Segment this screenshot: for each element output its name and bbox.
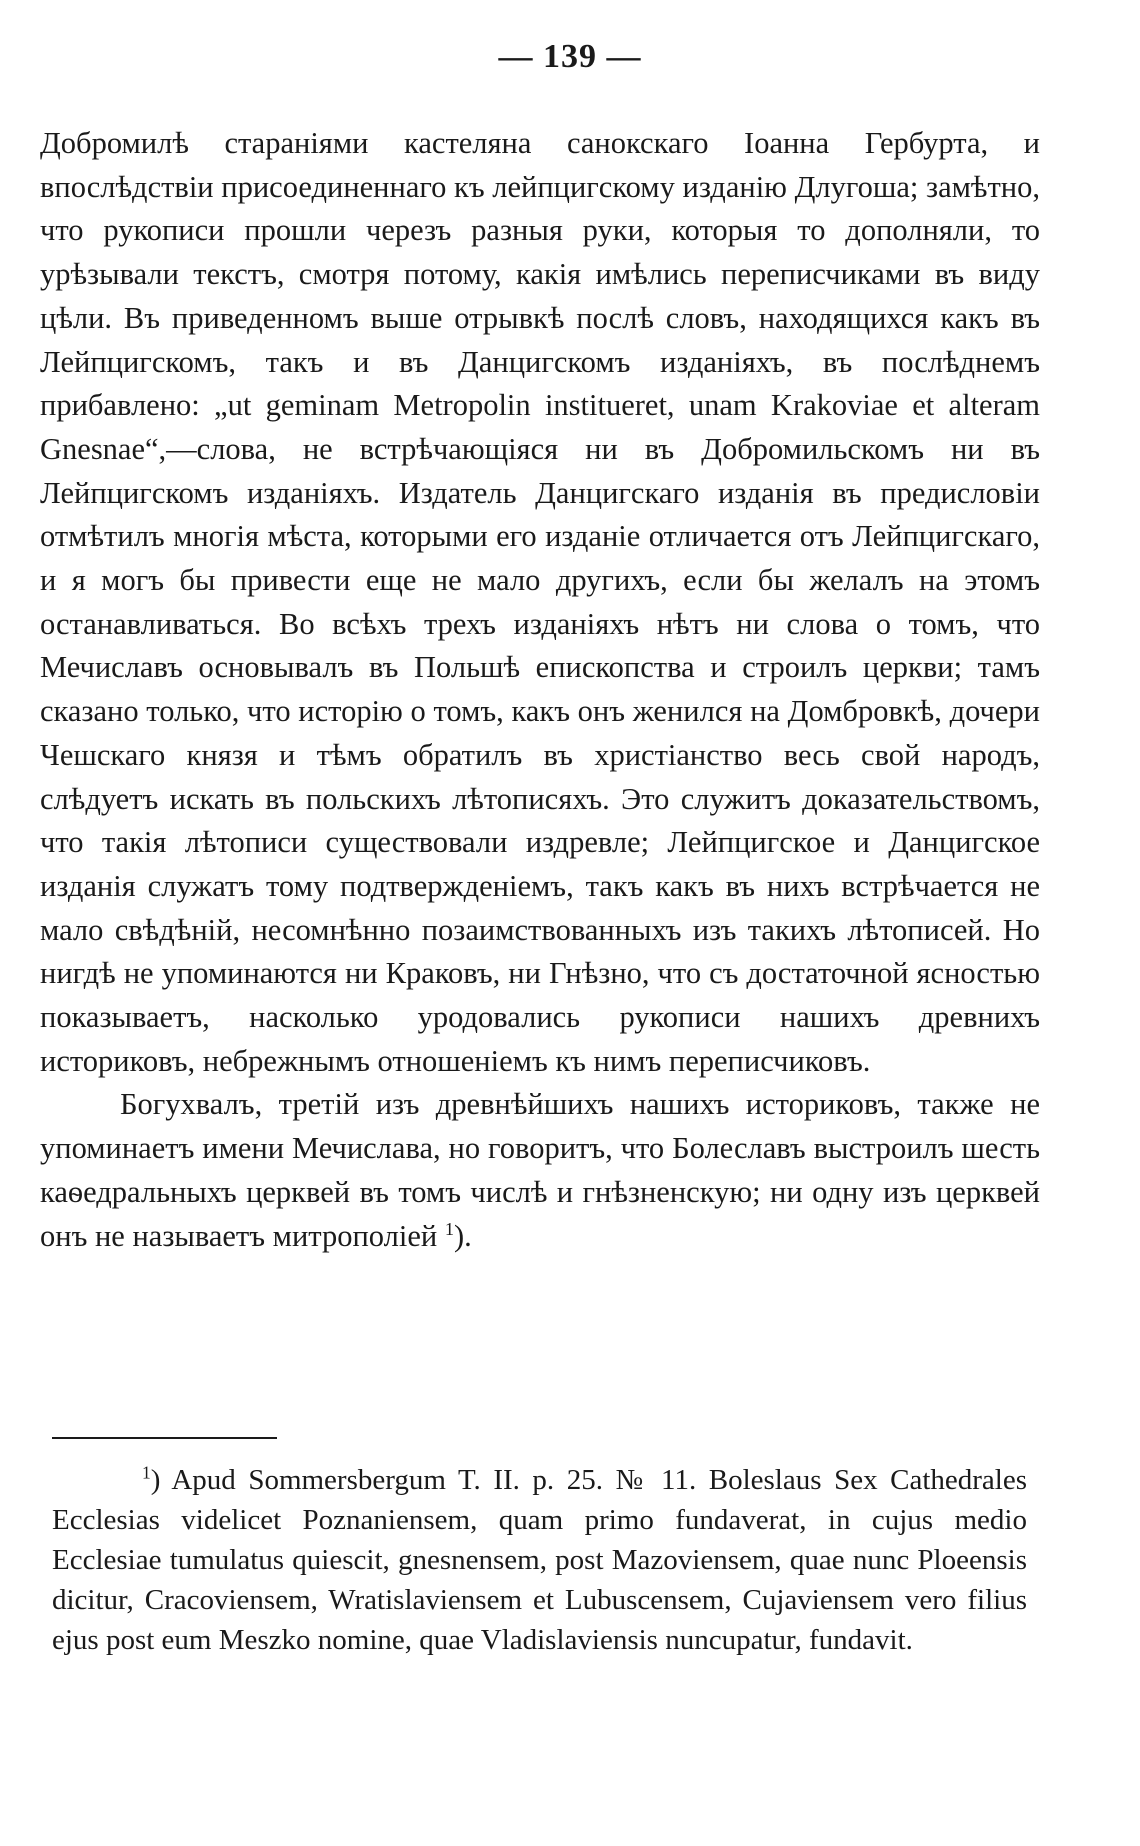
footnote-marker: 1	[142, 1462, 151, 1483]
page-number: — 139 —	[498, 38, 642, 75]
footnote-divider	[52, 1437, 277, 1439]
main-text	[40, 122, 1040, 1258]
paragraph-continued: Добромилѣ стараніями кастеляна санокскаго Іоанна Гербурта, и впослѣдствіи присоединеннаго къ лейпцигскому изданію Длугоша; замѣтно, что рукописи прошли черезъ разныя руки, которыя то дополняли, то урѣзывали текстъ, смотря потому, какія имѣлись переписчиками въ виду цѣли. Въ приведенномъ выше отрывкѣ послѣ словъ, находящихся какъ въ Лейпцигскомъ, такъ и въ Данцигскомъ изданіяхъ, въ послѣднемъ прибавлено: „ut geminam Metropolin instituеret, unam Krakoviae et alteram Gnesnae“,—слова, не встрѣчающіяся ни въ Добромильскомъ ни въ Лейпцигскомъ изданіяхъ. Издатель Данцигскаго изданія въ предисловіи отмѣтилъ многія мѣста, которыми его изданіе отличается отъ Лейпцигскаго, и я могъ бы привести еще не мало другихъ, если бы желалъ на этомъ останавливаться. Во всѣхъ трехъ изданіяхъ нѣтъ ни слова о томъ, что Мечиславъ основывалъ въ Польшѣ епископства и строилъ церкви; тамъ сказано только, что исторію о томъ, какъ онъ женился на Домбровкѣ, дочери Чешскаго князя и тѣмъ обратилъ въ христіанство весь свой народъ, слѣдуетъ искать въ польскихъ лѣтописяхъ. Это служитъ доказательствомъ, что такія лѣтописи существовали издревле; Лейпцигское и Данцигское изданія служатъ тому подтвержденіемъ, такъ какъ въ нихъ встрѣчается не мало свѣдѣній, несомнѣнно позаимствованныхъ изъ такихъ лѣтописей. Но нигдѣ не упоминаются ни Краковъ, ни Гнѣзно, что съ достаточной ясностью показываетъ, насколько уродовались рукописи нашихъ древнихъ историковъ, небрежнымъ отношеніемъ къ нимъ переписчиковъ.	[40, 126, 1040, 1078]
footnote-marker-close: )	[150, 1464, 161, 1496]
paragraph-boguchwal-text: Богухвалъ, третій изъ древнѣйшихъ нашихъ историковъ, также не упоминаетъ имени Мечислава, но говоритъ, что Болеславъ выстроилъ шесть каѳедральныхъ церквей въ томъ числѣ и гнѣзненскую; ни одну изъ церквей онъ не называетъ митрополіей	[40, 1087, 1040, 1253]
paragraph-boguchwal	[40, 1083, 1040, 1258]
footnote-1	[52, 1460, 1027, 1660]
footnotes	[52, 1460, 1027, 1660]
footnote-text: Apud Sommersbergum T. II. p. 25. № 11. Boleslaus Sex Cathedrales Ecclesias videlicet Poznaniensem, quam primo fundaverat, in cujus medio Ecclesiae tumulatus quiescit, gnesnensem, post Mazoviensem, quae nunc Ploeensis dicitur, Cracoviensem, Wratislaviensem et Lubuscensem, Cujaviensem vero filius ejus post eum Meszko nomine, quae Vladislaviensis nuncupatur, fundavit.	[52, 1464, 1027, 1656]
paragraph-boguchwal-end: ).	[453, 1218, 472, 1253]
footnote-reference: 1	[444, 1218, 454, 1239]
